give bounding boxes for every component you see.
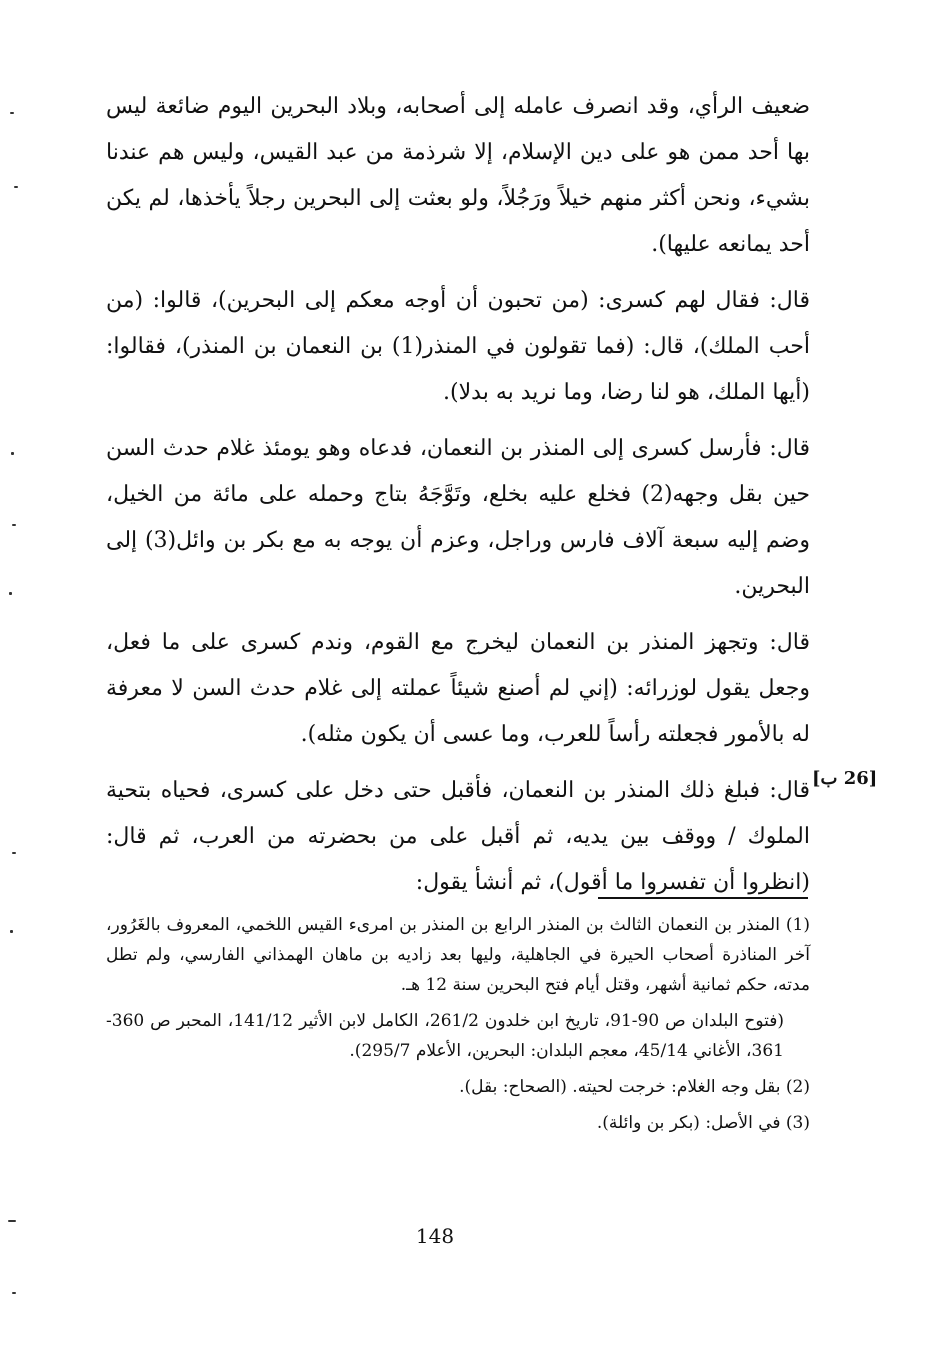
- scan-speck: [10, 930, 13, 933]
- footnotes: [106, 910, 810, 1144]
- scan-speck: [12, 852, 16, 854]
- footnote-2: (2) بقل وجه الغلام: خرجت لحيته. (الصحاح: بقل).: [459, 1077, 810, 1097]
- footnote-1: (1) المنذر بن النعمان الثالث بن المنذر الرابع بن المنذر بن امرىء القيس اللخمي، المعروف بالغَرُور، آخر المناذرة أصحاب الحيرة في الجاهلية، وليها بعد زاديه بن ماهان الهمذاني الفارسي، ولم تطل مدته، حكم ثمانية أشهر، وقتل أيام فتح البحرين سنة 12 هـ.: [106, 915, 810, 995]
- scan-speck: [11, 452, 14, 455]
- page-number: 148: [415, 1224, 455, 1248]
- footnote-3: (3) في الأصل: (بكر بن وائلة).: [596, 1113, 810, 1133]
- scan-speck: [10, 112, 14, 114]
- scan-speck: [9, 592, 12, 595]
- scan-speck: [12, 1292, 16, 1294]
- paragraph-3: قال: فأرسل كسرى إلى المنذر بن النعمان، فدعاه وهو يومئذ غلام حدث السن حين بقل وجهه(2) فخلع عليه بخلع، وتَوَّجَهُ بتاج وحمله على مائة من الخيل، وضم إليه سبعة آلاف فارس وراجل، وعزم أن يوجه به مع بكر بن وائل(3) إلى البحرين.: [106, 436, 810, 599]
- paragraph-4: قال: وتجهز المنذر بن النعمان ليخرج مع القوم، وندم كسرى على ما فعل، وجعل يقول لوزرائه: (إني لم أصنع شيئاً عملته إلى غلام حدث السن لا معرفة له بالأمور فجعلته رأساً للعرب، وما عسى أن يكون مثله).: [106, 630, 810, 747]
- paragraph-2: قال: فقال لهم كسرى: (من تحبون أن أوجه معكم إلى البحرين)، قالوا: (من أحب الملك)، قال: (فما تقولون في المنذر(1) بن النعمان بن المنذر)، فقالوا: (أيها الملك، هو لنا رضا، وما نريد به بدلا).: [106, 288, 811, 405]
- scan-speck: [8, 1220, 16, 1222]
- footnote-1-sources: (فتوح البلدان ص 90-91، تاريخ ابن خلدون 261/2، الكامل لابن الأثير 141/12، المحبر ص 360-361، الأغاني 45/14، معجم البلدان: البحرين، الأعلام 295/7).: [106, 1011, 785, 1061]
- footnote-divider: [598, 897, 808, 899]
- scan-speck: [14, 186, 18, 188]
- scan-speck: [12, 524, 16, 526]
- folio-margin-note: [26 ب]: [812, 768, 878, 789]
- main-text: [106, 84, 810, 916]
- paragraph-5: قال: فبلغ ذلك المنذر بن النعمان، فأقبل حتى دخل على كسرى، فحياه بتحية الملوك / ووقف بين يديه، ثم أقبل على من بحضرته من العرب، ثم قال: (انظروا أن تفسروا ما أقول)، ثم أنشأ يقول:: [106, 778, 810, 895]
- paragraph-1: ضعيف الرأي، وقد انصرف عامله إلى أصحابه، وبلاد البحرين اليوم ضائعة ليس بها أحد ممن هو على دين الإسلام، إلا شرذمة من عبد القيس، وليس هم عندنا بشيء، ونحن أكثر منهم خيلاً ورَجُلاً، ولو بعثت إلى البحرين رجلاً يأخذها، لم يكن أحد يمانعه عليها).: [106, 94, 810, 257]
